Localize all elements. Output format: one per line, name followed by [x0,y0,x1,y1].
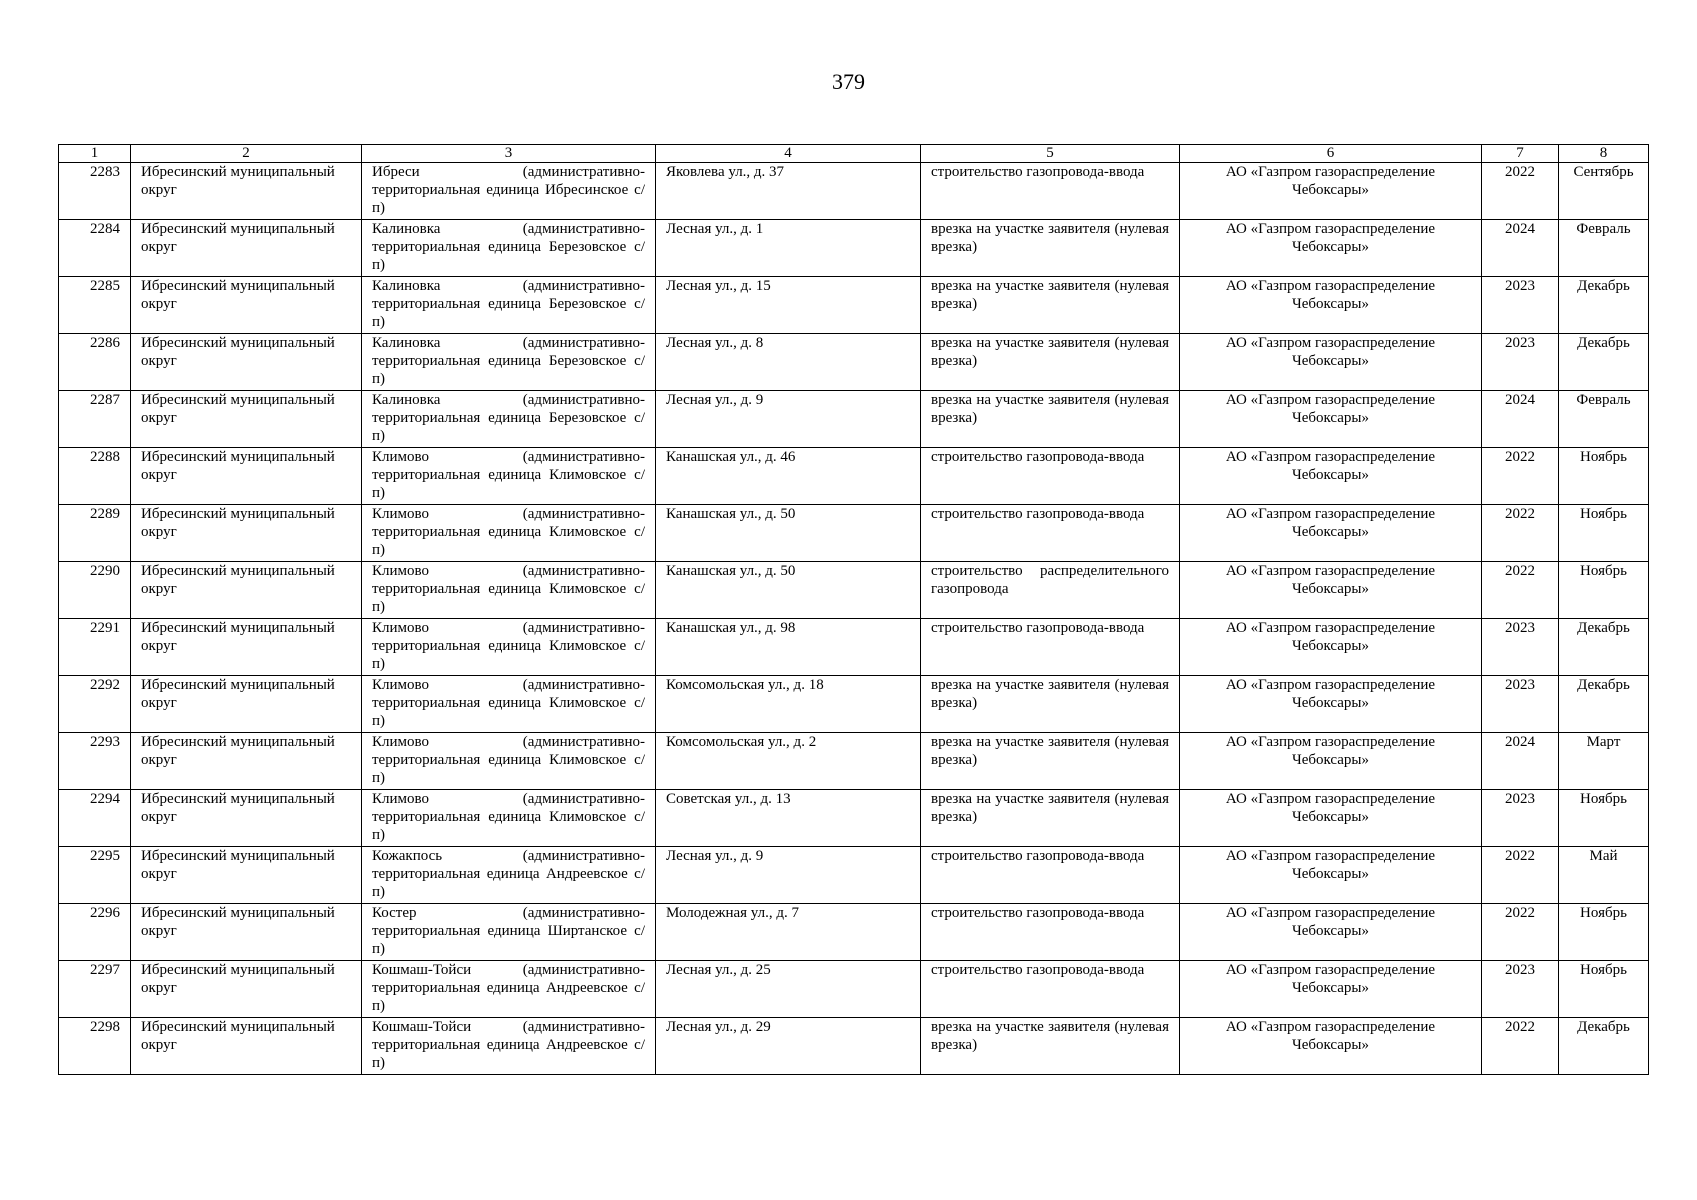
month-cell: Май [1559,847,1649,904]
locality-cell: Ибреси (административно-территориальная единица Ибресинское с/п) [362,163,656,220]
row-number-cell: 2284 [59,220,131,277]
locality-cell: Климово (административно-территориальная единица Климовское с/п) [362,619,656,676]
month-cell: Март [1559,733,1649,790]
address-cell: Лесная ул., д. 9 [656,847,921,904]
table-row [59,676,1649,733]
work-type-cell: врезка на участке заявителя (нулевая врезка) [921,220,1180,277]
month-cell: Ноябрь [1559,904,1649,961]
organization-cell: АО «Газпром газораспределение Чебоксары» [1180,220,1482,277]
address-cell: Лесная ул., д. 25 [656,961,921,1018]
table-row [59,847,1649,904]
address-cell: Лесная ул., д. 15 [656,277,921,334]
table-row [59,904,1649,961]
locality-cell: Калиновка (административно-территориальная единица Березовское с/п) [362,277,656,334]
month-cell: Сентябрь [1559,163,1649,220]
page-number: 379 [832,69,865,94]
row-number-cell: 2294 [59,790,131,847]
locality-cell: Климово (административно-территориальная единица Климовское с/п) [362,790,656,847]
district-cell: Ибресинский муниципальный округ [131,1018,362,1075]
row-number-cell: 2285 [59,277,131,334]
address-cell: Лесная ул., д. 1 [656,220,921,277]
column-header: 5 [921,145,1180,163]
organization-cell: АО «Газпром газораспределение Чебоксары» [1180,562,1482,619]
district-cell: Ибресинский муниципальный округ [131,277,362,334]
year-cell: 2022 [1482,448,1559,505]
row-number-cell: 2290 [59,562,131,619]
organization-cell: АО «Газпром газораспределение Чебоксары» [1180,1018,1482,1075]
year-cell: 2022 [1482,505,1559,562]
month-cell: Декабрь [1559,1018,1649,1075]
district-cell: Ибресинский муниципальный округ [131,847,362,904]
locality-cell: Кошмаш-Тойси (административно-территориальная единица Андреевское с/п) [362,961,656,1018]
work-type-cell: врезка на участке заявителя (нулевая врезка) [921,1018,1180,1075]
column-header: 6 [1180,145,1482,163]
district-cell: Ибресинский муниципальный округ [131,733,362,790]
year-cell: 2023 [1482,619,1559,676]
month-cell: Ноябрь [1559,790,1649,847]
district-cell: Ибресинский муниципальный округ [131,619,362,676]
organization-cell: АО «Газпром газораспределение Чебоксары» [1180,847,1482,904]
table-row [59,334,1649,391]
district-cell: Ибресинский муниципальный округ [131,220,362,277]
locality-cell: Калиновка (административно-территориальная единица Березовское с/п) [362,220,656,277]
table-row [59,277,1649,334]
district-cell: Ибресинский муниципальный округ [131,334,362,391]
work-type-cell: врезка на участке заявителя (нулевая врезка) [921,277,1180,334]
row-number-cell: 2292 [59,676,131,733]
row-number-cell: 2298 [59,1018,131,1075]
row-number-cell: 2286 [59,334,131,391]
year-cell: 2022 [1482,562,1559,619]
column-header: 8 [1559,145,1649,163]
row-number-cell: 2287 [59,391,131,448]
work-type-cell: строительство газопровода-ввода [921,448,1180,505]
address-cell: Яковлева ул., д. 37 [656,163,921,220]
organization-cell: АО «Газпром газораспределение Чебоксары» [1180,619,1482,676]
work-type-cell: врезка на участке заявителя (нулевая врезка) [921,334,1180,391]
address-cell: Лесная ул., д. 8 [656,334,921,391]
work-type-cell: строительство газопровода-ввода [921,505,1180,562]
organization-cell: АО «Газпром газораспределение Чебоксары» [1180,448,1482,505]
year-cell: 2023 [1482,961,1559,1018]
locality-cell: Кошмаш-Тойси (административно-территориальная единица Андреевское с/п) [362,1018,656,1075]
district-cell: Ибресинский муниципальный округ [131,904,362,961]
year-cell: 2023 [1482,277,1559,334]
row-number-cell: 2289 [59,505,131,562]
locality-cell: Калиновка (административно-территориальная единица Березовское с/п) [362,391,656,448]
organization-cell: АО «Газпром газораспределение Чебоксары» [1180,790,1482,847]
year-cell: 2022 [1482,163,1559,220]
district-cell: Ибресинский муниципальный округ [131,505,362,562]
locality-cell: Климово (административно-территориальная единица Климовское с/п) [362,505,656,562]
table-row [59,1018,1649,1075]
district-cell: Ибресинский муниципальный округ [131,391,362,448]
organization-cell: АО «Газпром газораспределение Чебоксары» [1180,733,1482,790]
row-number-cell: 2293 [59,733,131,790]
organization-cell: АО «Газпром газораспределение Чебоксары» [1180,277,1482,334]
column-header: 2 [131,145,362,163]
year-cell: 2023 [1482,334,1559,391]
row-number-cell: 2291 [59,619,131,676]
table-row [59,163,1649,220]
locality-cell: Калиновка (административно-территориальная единица Березовское с/п) [362,334,656,391]
address-cell: Канашская ул., д. 50 [656,505,921,562]
table-row [59,733,1649,790]
table-row [59,505,1649,562]
column-header: 3 [362,145,656,163]
year-cell: 2022 [1482,904,1559,961]
district-cell: Ибресинский муниципальный округ [131,961,362,1018]
year-cell: 2024 [1482,220,1559,277]
work-type-cell: строительство газопровода-ввода [921,904,1180,961]
work-type-cell: врезка на участке заявителя (нулевая врезка) [921,790,1180,847]
work-type-cell: врезка на участке заявителя (нулевая врезка) [921,391,1180,448]
year-cell: 2022 [1482,847,1559,904]
month-cell: Февраль [1559,391,1649,448]
organization-cell: АО «Газпром газораспределение Чебоксары» [1180,961,1482,1018]
locality-cell: Климово (административно-территориальная единица Климовское с/п) [362,562,656,619]
work-type-cell: строительство газопровода-ввода [921,619,1180,676]
work-type-cell: строительство газопровода-ввода [921,163,1180,220]
table-row [59,448,1649,505]
organization-cell: АО «Газпром газораспределение Чебоксары» [1180,904,1482,961]
address-cell: Канашская ул., д. 50 [656,562,921,619]
locality-cell: Костер (административно-территориальная единица Ширтанское с/п) [362,904,656,961]
organization-cell: АО «Газпром газораспределение Чебоксары» [1180,163,1482,220]
month-cell: Декабрь [1559,334,1649,391]
month-cell: Декабрь [1559,277,1649,334]
address-cell: Канашская ул., д. 46 [656,448,921,505]
organization-cell: АО «Газпром газораспределение Чебоксары» [1180,676,1482,733]
data-table [58,144,1649,1075]
table-row [59,790,1649,847]
row-number-cell: 2297 [59,961,131,1018]
column-header: 7 [1482,145,1559,163]
district-cell: Ибресинский муниципальный округ [131,163,362,220]
table-row [59,961,1649,1018]
organization-cell: АО «Газпром газораспределение Чебоксары» [1180,505,1482,562]
locality-cell: Климово (административно-территориальная единица Климовское с/п) [362,676,656,733]
month-cell: Декабрь [1559,676,1649,733]
work-type-cell: строительство распределительного газопровода [921,562,1180,619]
table-row [59,220,1649,277]
locality-cell: Климово (административно-территориальная единица Климовское с/п) [362,733,656,790]
address-cell: Лесная ул., д. 9 [656,391,921,448]
year-cell: 2023 [1482,790,1559,847]
district-cell: Ибресинский муниципальный округ [131,562,362,619]
year-cell: 2024 [1482,733,1559,790]
address-cell: Лесная ул., д. 29 [656,1018,921,1075]
column-header: 1 [59,145,131,163]
address-cell: Комсомольская ул., д. 18 [656,676,921,733]
row-number-cell: 2283 [59,163,131,220]
row-number-cell: 2288 [59,448,131,505]
work-type-cell: строительство газопровода-ввода [921,847,1180,904]
month-cell: Февраль [1559,220,1649,277]
district-cell: Ибресинский муниципальный округ [131,790,362,847]
work-type-cell: врезка на участке заявителя (нулевая врезка) [921,733,1180,790]
row-number-cell: 2296 [59,904,131,961]
table-row [59,619,1649,676]
organization-cell: АО «Газпром газораспределение Чебоксары» [1180,391,1482,448]
year-cell: 2024 [1482,391,1559,448]
organization-cell: АО «Газпром газораспределение Чебоксары» [1180,334,1482,391]
month-cell: Ноябрь [1559,961,1649,1018]
column-number-row [59,145,1649,163]
work-type-cell: строительство газопровода-ввода [921,961,1180,1018]
address-cell: Канашская ул., д. 98 [656,619,921,676]
address-cell: Комсомольская ул., д. 2 [656,733,921,790]
district-cell: Ибресинский муниципальный округ [131,676,362,733]
locality-cell: Кожакпось (административно-территориальная единица Андреевское с/п) [362,847,656,904]
row-number-cell: 2295 [59,847,131,904]
year-cell: 2023 [1482,676,1559,733]
month-cell: Ноябрь [1559,562,1649,619]
locality-cell: Климово (административно-территориальная единица Климовское с/п) [362,448,656,505]
address-cell: Молодежная ул., д. 7 [656,904,921,961]
month-cell: Декабрь [1559,619,1649,676]
table-body [59,163,1649,1075]
work-type-cell: врезка на участке заявителя (нулевая врезка) [921,676,1180,733]
column-header: 4 [656,145,921,163]
year-cell: 2022 [1482,1018,1559,1075]
month-cell: Ноябрь [1559,448,1649,505]
month-cell: Ноябрь [1559,505,1649,562]
district-cell: Ибресинский муниципальный округ [131,448,362,505]
address-cell: Советская ул., д. 13 [656,790,921,847]
table-row [59,562,1649,619]
table-row [59,391,1649,448]
